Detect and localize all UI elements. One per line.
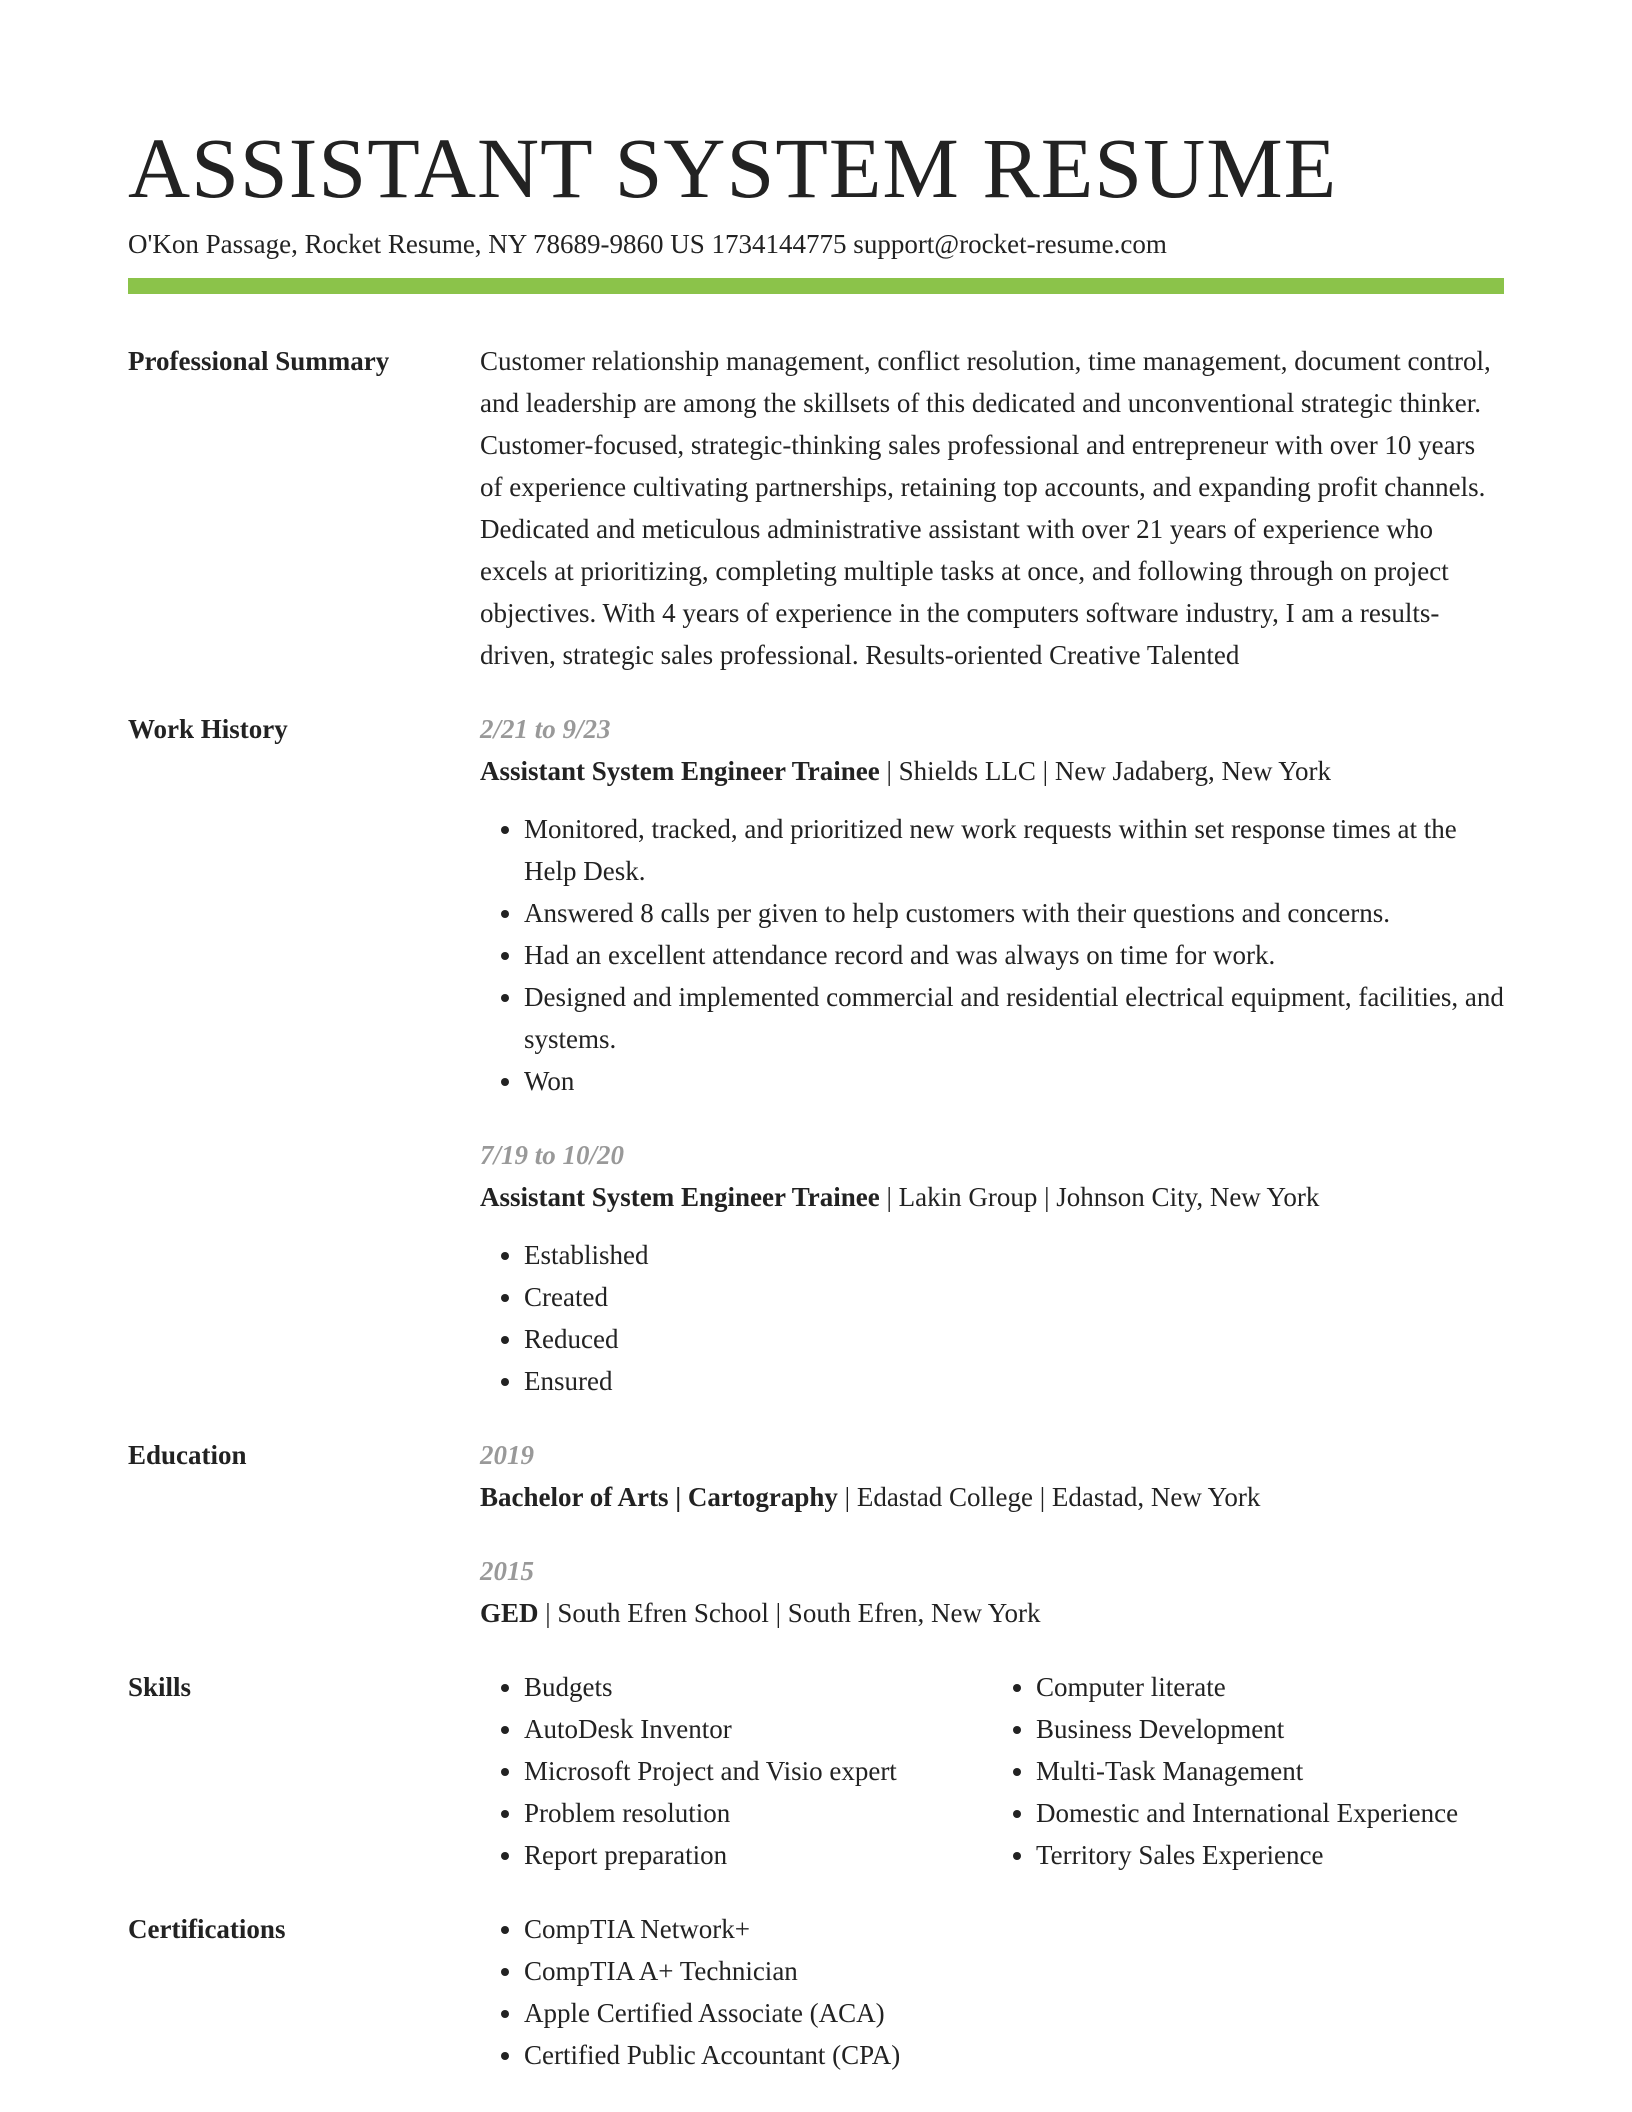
job-bullet: • Won <box>524 1060 1504 1102</box>
section-label-skills: Skills <box>128 1672 192 1702</box>
skills-list-right <box>992 1666 1504 1876</box>
education-date: 2019 <box>480 1440 534 1470</box>
skills-section <box>128 1666 1504 1876</box>
summary-text: Customer relationship management, conflict resolution, time management, document control, and leadership are among the skillsets of this dedicated and unconventional strategic thinker. Customer-focused, strategic-thinking sales professional and entrepreneur with over 10 years of experience cultivating partnerships, retaining top accounts, and expanding profit channels. Dedicated and meticulous administrative assistant with over 21 years of experience who excels at prioritizing, completing multiple tasks at once, and following through on project objectives. With 4 years of experience in the computers software industry, I am a results-driven, strategic sales professional. Results-oriented Creative Talented <box>480 346 1491 670</box>
job-date: 7/19 to 10/20 <box>480 1140 625 1170</box>
skill-item: • Business Development <box>1036 1708 1504 1750</box>
skill-item: • Territory Sales Experience <box>1036 1834 1504 1876</box>
education-heading <box>480 1476 1504 1518</box>
job-details: | Lakin Group | Johnson City, New York <box>879 1182 1320 1212</box>
job-heading <box>480 1176 1504 1218</box>
job-heading <box>480 750 1504 792</box>
section-label-summary: Professional Summary <box>128 346 390 376</box>
job-details: | Shields LLC | New Jadaberg, New York <box>879 756 1332 786</box>
job-bullet: • Monitored, tracked, and prioritized new work requests within set response times at the Help Desk. <box>524 808 1504 892</box>
job-bullets <box>480 1234 1504 1402</box>
degree: GED <box>480 1598 539 1628</box>
header-divider <box>128 278 1504 294</box>
job-entry <box>480 708 1504 1102</box>
job-bullet: • Had an excellent attendance record and was always on time for work. <box>524 934 1504 976</box>
education-heading <box>480 1592 1504 1634</box>
education-details: | Edastad College | Edastad, New York <box>837 1482 1261 1512</box>
job-bullet: • Reduced <box>524 1318 1504 1360</box>
education-entry <box>480 1550 1504 1634</box>
job-title: Assistant System Engineer Trainee <box>480 756 880 786</box>
certification-item: • CompTIA A+ Technician <box>524 1950 1504 1992</box>
job-title: Assistant System Engineer Trainee <box>480 1182 880 1212</box>
job-bullet: • Created <box>524 1276 1504 1318</box>
section-label-work: Work History <box>128 714 288 744</box>
job-bullet: • Established <box>524 1234 1504 1276</box>
degree: Bachelor of Arts | Cartography <box>480 1482 838 1512</box>
job-bullet: • Designed and implemented commercial and residential electrical equipment, facilities, and systems. <box>524 976 1504 1060</box>
certifications-list <box>480 1908 1504 2076</box>
job-entry <box>480 1134 1504 1402</box>
skill-item: • Computer literate <box>1036 1666 1504 1708</box>
education-date: 2015 <box>480 1556 534 1586</box>
education-entry <box>480 1434 1504 1518</box>
skill-item: • Problem resolution <box>524 1792 992 1834</box>
certifications-section <box>128 1908 1504 2076</box>
skill-item: • AutoDesk Inventor <box>524 1708 992 1750</box>
education-details: | South Efren School | South Efren, New York <box>538 1598 1041 1628</box>
skill-item: • Budgets <box>524 1666 992 1708</box>
certification-item: • Certified Public Accountant (CPA) <box>524 2034 1504 2076</box>
job-bullet: • Answered 8 calls per given to help customers with their questions and concerns. <box>524 892 1504 934</box>
skill-item: • Report preparation <box>524 1834 992 1876</box>
certification-item: • Apple Certified Associate (ACA) <box>524 1992 1504 2034</box>
skill-item: • Domestic and International Experience <box>1036 1792 1504 1834</box>
skill-item: • Microsoft Project and Visio expert <box>524 1750 992 1792</box>
section-label-education: Education <box>128 1440 247 1470</box>
contact-line: O'Kon Passage, Rocket Resume, NY 78689-9860 US 1734144775 support@rocket-resume.com <box>128 229 1167 259</box>
section-label-certifications: Certifications <box>128 1914 286 1944</box>
summary-section <box>128 340 1504 676</box>
resume-title: ASSISTANT SYSTEM RESUME <box>128 120 1338 216</box>
job-bullets <box>480 808 1504 1102</box>
work-history-section <box>128 708 1504 1402</box>
education-section <box>128 1434 1504 1634</box>
skill-item: • Multi-Task Management <box>1036 1750 1504 1792</box>
job-date: 2/21 to 9/23 <box>480 714 611 744</box>
skills-list-left <box>480 1666 992 1876</box>
certification-item: • CompTIA Network+ <box>524 1908 1504 1950</box>
job-bullet: • Ensured <box>524 1360 1504 1402</box>
resume-page <box>128 118 1504 2076</box>
